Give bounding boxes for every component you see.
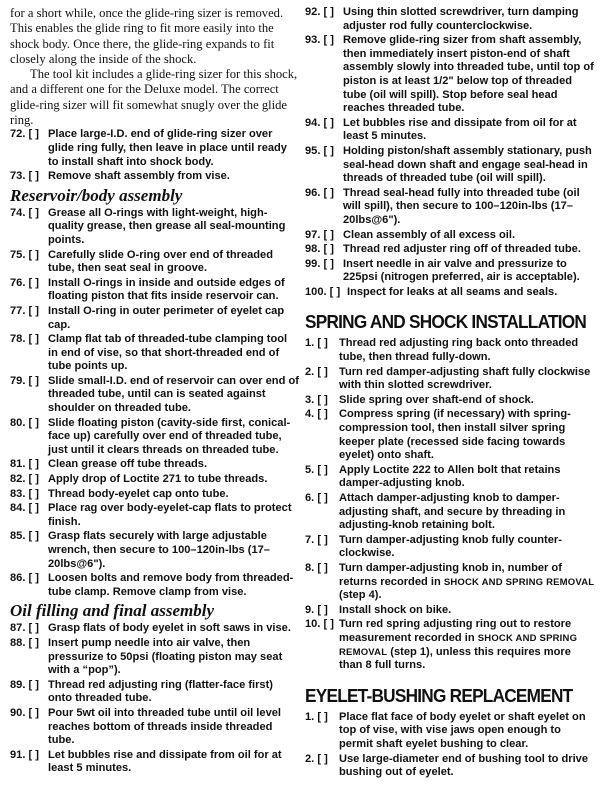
step-checkbox[interactable]: 85. [ ] [10, 530, 39, 543]
step-item [10, 458, 300, 472]
step-text-part: (step 1), unless this requires more than 8 full turns. [339, 645, 571, 672]
step-text: Place flat face of body eyelet or shaft eyelet on top of vise, with vise jaws open enough to permit shaft eyelet bushing to clear. [339, 710, 586, 750]
step-item [10, 473, 300, 487]
step-item [10, 707, 300, 748]
step-item [10, 572, 300, 599]
step-item [10, 305, 300, 332]
step-item [10, 637, 300, 678]
step-checkbox[interactable]: 3. [ ] [305, 393, 328, 406]
left-column [10, 6, 300, 777]
step-item [305, 117, 595, 144]
step-checkbox[interactable]: 76. [ ] [10, 276, 39, 289]
step-item [10, 249, 300, 276]
step-item [305, 366, 595, 393]
step-text: Remove shaft assembly from vise. [48, 170, 230, 183]
step-text: Apply Loctite 222 to Allen bolt that retains damper-adjusting knob. [339, 463, 561, 490]
step-item [305, 229, 595, 243]
step-checkbox[interactable]: 82. [ ] [10, 473, 39, 486]
step-checkbox[interactable]: 73. [ ] [10, 170, 39, 183]
step-text: Clean assembly of all excess oil. [343, 228, 516, 241]
step-item [305, 604, 595, 618]
step-item [10, 749, 300, 776]
step-text [339, 618, 595, 672]
step-text: Loosen bolts and remove body from threaded-tube clamp. Remove clamp from vise. [48, 572, 294, 598]
step-checkbox[interactable]: 4. [ ] [305, 408, 328, 421]
step-text [339, 562, 595, 603]
step-text: Place large-I.D. end of glide-ring sizer over glide ring fully, then leave in place until ready to install shaft into shock body. [48, 128, 287, 168]
step-checkbox[interactable]: 86. [ ] [10, 572, 39, 585]
step-checkbox[interactable]: 77. [ ] [10, 304, 39, 317]
step-checkbox[interactable]: 100. [ ] [305, 285, 341, 298]
step-text-part: Turn red spring adjusting ring out to restore measurement recorded in [339, 618, 572, 644]
section-heading: Oil filling and final assembly [10, 601, 215, 621]
step-text: Remove glide-ring sizer from shaft assembly, then immediately insert piston-end of shaft assembly slowly into threaded tube, until top of piston is at least 1/2" below top of threaded tube (oil will spill). Stop before seal head reaches threaded tube. [343, 34, 594, 115]
step-checkbox[interactable]: 9. [ ] [305, 603, 328, 616]
step-checkbox[interactable]: 81. [ ] [10, 458, 39, 471]
step-item [10, 679, 300, 706]
step-item [305, 394, 595, 408]
step-text: Inspect for leaks at all seams and seals. [347, 285, 558, 298]
step-checkbox[interactable]: 2. [ ] [305, 365, 328, 378]
step-list [305, 711, 595, 780]
step-item [10, 375, 300, 416]
step-text: Turn damper-adjusting knob fully counter-clockwise. [339, 533, 562, 560]
step-text: Grasp flats of body eyelet in soft saws in vise. [48, 622, 291, 635]
step-item [305, 6, 595, 33]
step-checkbox[interactable]: 92. [ ] [305, 6, 334, 18]
step-checkbox[interactable]: 94. [ ] [305, 116, 334, 129]
step-checkbox[interactable]: 96. [ ] [305, 186, 334, 199]
step-checkbox[interactable]: 84. [ ] [10, 502, 39, 515]
step-text: Thread red adjuster ring off of threaded tube. [343, 243, 581, 256]
step-list [305, 6, 595, 299]
step-text: Apply drop of Loctite 271 to tube threads. [48, 473, 268, 486]
step-text: Thread red adjusting ring back onto threaded tube, then thread fully-down. [339, 337, 579, 364]
step-item [305, 534, 595, 561]
step-checkbox[interactable]: 5. [ ] [305, 463, 328, 476]
step-checkbox[interactable]: 90. [ ] [10, 706, 39, 719]
step-checkbox[interactable]: 89. [ ] [10, 678, 39, 691]
step-text: Attach damper-adjusting knob to damper-adjusting shaft, and secure by threading in adjusting-knob retaining bolt. [339, 492, 566, 532]
step-checkbox[interactable]: 1. [ ] [305, 337, 328, 350]
step-checkbox[interactable]: 80. [ ] [10, 416, 39, 429]
step-text: Insert pump needle into air valve, then pressurize to 50psi (floating piston may seat with a “pop”). [48, 636, 283, 677]
step-text: Place rag over body-eyelet-cap flats to protect finish. [48, 502, 292, 528]
step-item [305, 145, 595, 186]
step-item [10, 207, 300, 248]
step-text: Install shock on bike. [339, 603, 452, 616]
step-item [305, 187, 595, 228]
step-item [10, 333, 300, 374]
section-reference: SHOCK AND SPRING REMOVAL [339, 632, 578, 658]
step-checkbox[interactable]: 98. [ ] [305, 243, 334, 256]
step-text: Slide spring over shaft-end of shock. [339, 393, 534, 406]
step-item [305, 34, 595, 116]
step-list [10, 207, 300, 600]
step-checkbox[interactable]: 97. [ ] [305, 228, 334, 241]
step-item [305, 492, 595, 533]
step-item [305, 258, 595, 285]
step-item [305, 408, 595, 462]
step-item [10, 622, 300, 636]
step-checkbox[interactable]: 2. [ ] [305, 752, 328, 765]
step-item [10, 488, 300, 502]
intro-paragraph: for a short while, once the glide-ring sizer is removed. This enables the glide ring to fit more easily into the shock body. Once there, the glide-ring expands to fit closely along the inside of the shock. [10, 6, 284, 66]
step-item [10, 417, 300, 458]
step-item [305, 562, 595, 603]
right-column [305, 6, 595, 781]
step-item [305, 753, 595, 780]
step-text: Holding piston/shaft assembly stationary, push seal-head down shaft and engage seal-head in threads of threaded tube (oil will spill). [343, 144, 592, 185]
step-text: Install O-rings in inside and outside edges of floating piston that fits inside reservoir can. [48, 276, 285, 303]
step-list [10, 128, 300, 183]
step-item [10, 530, 300, 571]
step-text: Install O-ring in outer perimeter of eyelet cap cap. [48, 304, 285, 331]
step-item [305, 464, 595, 491]
step-text: Slide small-I.D. end of reservoir can over end of threaded tube, until can is seated against shoulder on threaded tube. [48, 374, 299, 415]
step-text: Pour 5wt oil into threaded tube until oil level reaches bottom of threads inside threaded tube. [48, 706, 281, 747]
step-text: Compress spring (if necessary) with spring-compression tool, then install silver spring keeper plate (recessed side facing towards eyelet) onto shaft. [339, 408, 571, 462]
step-text: Using thin slotted screwdriver, turn damping adjuster rod fully counterclockwise. [343, 6, 579, 32]
step-text-part: Turn damper-adjusting knob in, number of returns recorded in [339, 561, 562, 588]
step-list [305, 337, 595, 672]
step-item [305, 618, 595, 672]
step-checkbox[interactable]: 8. [ ] [305, 561, 328, 574]
step-checkbox[interactable]: 74. [ ] [10, 206, 39, 219]
step-checkbox[interactable]: 91. [ ] [10, 748, 39, 761]
step-text: Let bubbles rise and dissipate from oil for at least 5 minutes. [48, 748, 282, 775]
step-checkbox[interactable]: 79. [ ] [10, 374, 39, 387]
step-checkbox[interactable]: 10. [ ] [305, 618, 334, 631]
step-item [10, 128, 300, 169]
step-text: Use large-diameter end of bushing tool to drive bushing out of eyelet. [339, 752, 589, 779]
step-item [305, 711, 595, 752]
step-checkbox[interactable]: 83. [ ] [10, 487, 39, 500]
step-text: Let bubbles rise and dissipate from oil for at least 5 minutes. [343, 116, 577, 143]
step-text: Clean grease off tube threads. [48, 458, 208, 471]
step-list [10, 622, 300, 776]
step-checkbox[interactable]: 1. [ ] [305, 710, 328, 723]
step-text-part: (step 4). [339, 589, 382, 602]
section-reference: SHOCK AND SPRING REMOVAL [443, 576, 595, 588]
step-text: Clamp flat tab of threaded-tube clamping tool in end of vise, so that short-threaded end of tube points up. [48, 333, 288, 373]
step-item [305, 337, 595, 364]
step-text: Thread red adjusting ring (flatter-face first) onto threaded tube. [48, 678, 273, 705]
step-checkbox[interactable]: 6. [ ] [305, 492, 328, 504]
step-checkbox[interactable]: 87. [ ] [10, 622, 39, 635]
step-text: Insert needle in air valve and pressurize to 225psi (nitrogen preferred, air is acceptable). [343, 257, 580, 284]
step-text: Thread seal-head fully into threaded tube (oil will spill), then secure to 100–120in-lbs (17–20lbs@6"). [343, 186, 580, 226]
step-item [10, 277, 300, 304]
step-checkbox[interactable]: 88. [ ] [10, 636, 39, 649]
section-heading: SPRING AND SHOCK INSTALLATION [305, 311, 587, 333]
step-item [305, 286, 595, 300]
section-heading: EYELET-BUSHING REPLACEMENT [305, 684, 573, 706]
step-checkbox[interactable]: 7. [ ] [305, 533, 328, 546]
step-text: Turn red damper-adjusting shaft fully clockwise with thin slotted screwdriver. [339, 365, 591, 392]
step-checkbox[interactable]: 72. [ ] [10, 128, 39, 141]
section-heading: Reservoir/body assembly [10, 185, 183, 205]
step-text: Carefully slide O-ring over end of threaded tube, then seat seal in groove. [48, 248, 274, 275]
intro-paragraph: The tool kit includes a glide-ring sizer for this shock, and a different one for the Deluxe model. The correct glide-ring sizer will fit somewhat snugly over the glide ring. [10, 67, 298, 128]
step-checkbox[interactable]: 99. [ ] [305, 257, 334, 270]
step-text: Thread body-eyelet cap onto tube. [48, 487, 229, 500]
step-checkbox[interactable]: 78. [ ] [10, 333, 39, 346]
step-item [305, 243, 595, 257]
step-text: Grasp flats securely with large adjustable wrench, then secure to 100–120in-lbs (17–20lbs@6"). [48, 530, 270, 570]
step-checkbox[interactable]: 75. [ ] [10, 248, 39, 261]
step-item [10, 170, 300, 184]
step-text: Grease all O-rings with light-weight, high-quality grease, then grease all seal-mounting points. [48, 206, 286, 246]
step-item [10, 502, 300, 529]
step-checkbox[interactable]: 95. [ ] [305, 144, 334, 157]
step-checkbox[interactable]: 93. [ ] [305, 34, 334, 47]
step-text: Slide floating piston (cavity-side first, conical-face up) carefully over end of threaded tube, just until it clears threads on threaded tube. [48, 416, 291, 456]
